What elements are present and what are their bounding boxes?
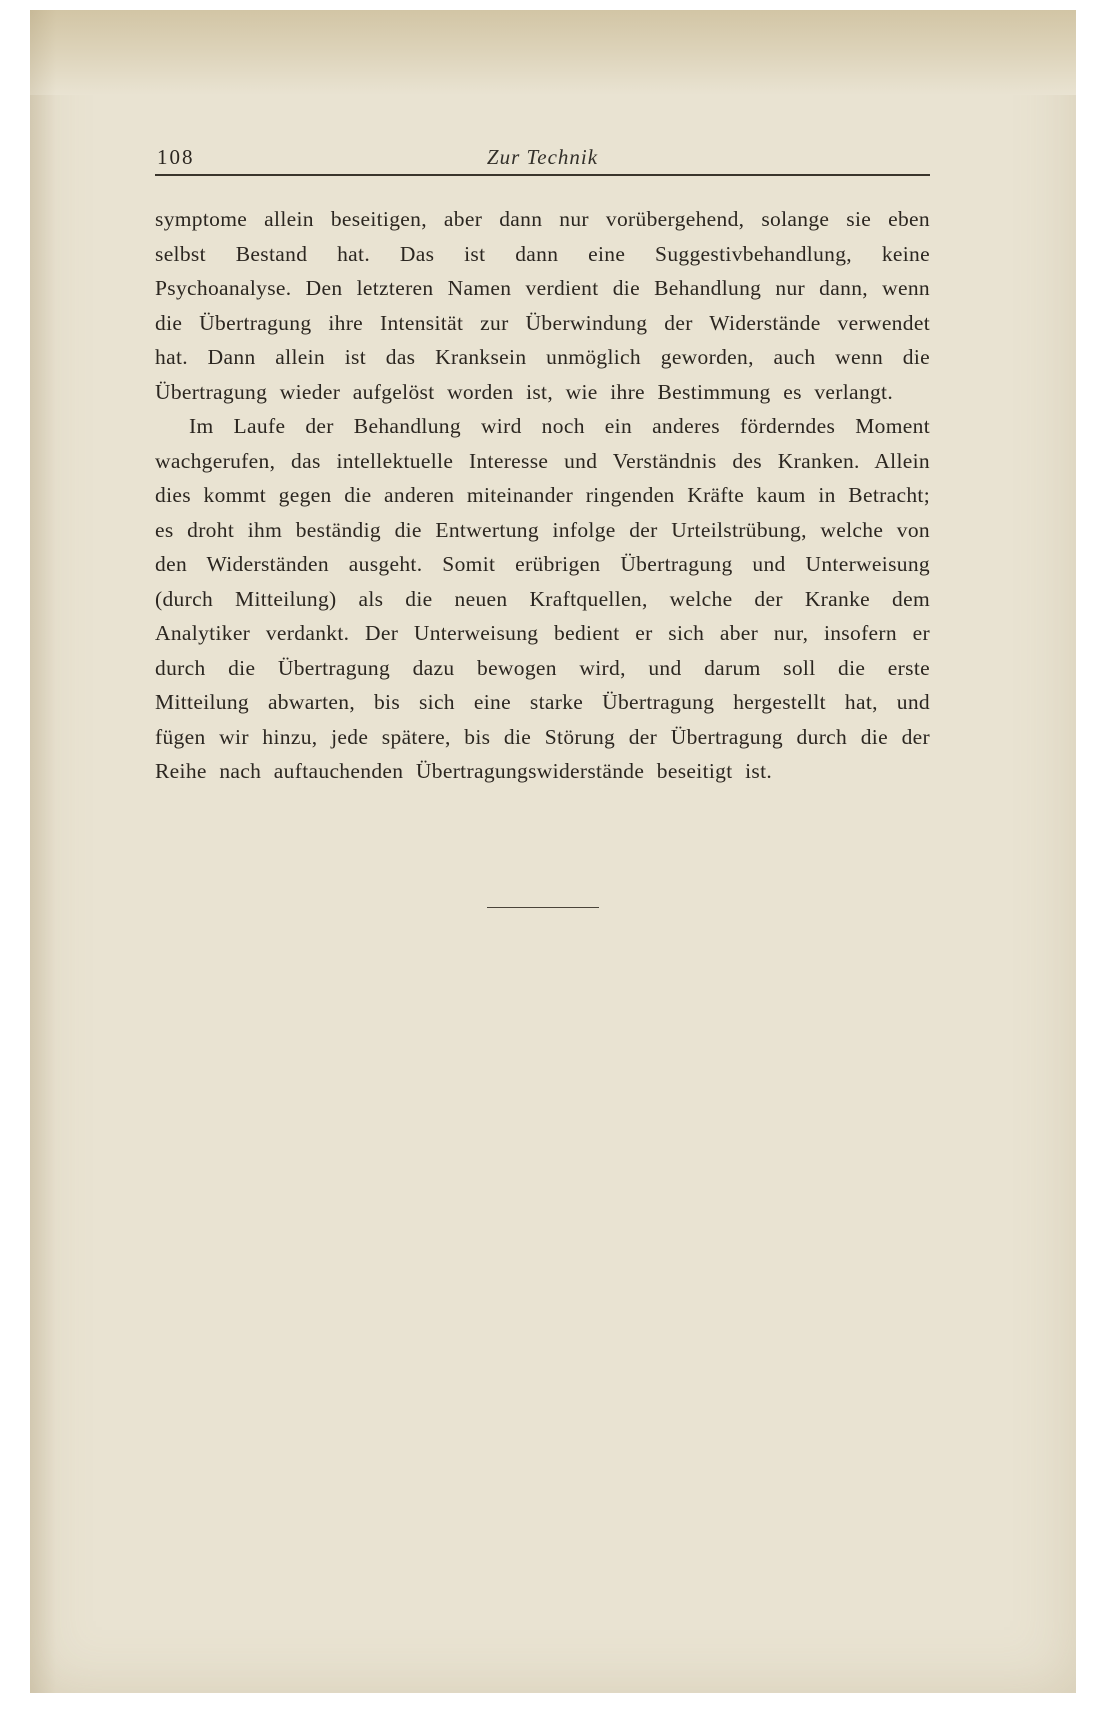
paragraph-1: symptome allein beseitigen, aber dann nur vorübergehend, solange sie eben selbst Bestand hat. Das ist dann eine Suggestivbehandlung, keine Psychoanalyse. Den letzteren Namen verdient die Behandlung nur dann, wenn die Übertragung ihre Intensität zur Überwindung der Widerstände verwendet hat. Dann allein ist das Kranksein unmöglich geworden, auch wenn die Übertragung wieder aufgelöst worden ist, wie ihre Bestimmung es verlangt. [155, 207, 930, 404]
paper-sheet [30, 10, 1076, 1693]
header-rule [155, 174, 930, 176]
page-header [155, 138, 930, 174]
page-content [155, 138, 930, 908]
running-title: Zur Technik [486, 145, 599, 169]
body-text [155, 202, 930, 789]
paragraph-2: Im Laufe der Behandlung wird noch ein anderes förderndes Moment wachgerufen, das intellektuelle Interesse und Verständnis des Kranken. Allein dies kommt gegen die anderen miteinander ringenden Kräfte kaum in Betracht; es droht ihm beständig die Entwertung infolge der Urteilstrübung, welche von den Widerständen ausgeht. Somit erübrigen Übertragung und Unterweisung (durch Mitteilung) als die neuen Kraftquellen, welche der Kranke dem Analytiker verdankt. Der Unterweisung bedient er sich aber nur, insofern er durch die Übertragung dazu bewogen wird, und darum soll die erste Mitteilung abwarten, bis sich eine starke Übertragung hergestellt hat, und fügen wir hinzu, jede spätere, bis die Störung der Übertragung durch die der Reihe nach auftauchenden Übertragungswiderstände beseitigt ist. [155, 414, 930, 783]
section-end-divider [487, 907, 599, 908]
page-number: 108 [157, 145, 195, 169]
